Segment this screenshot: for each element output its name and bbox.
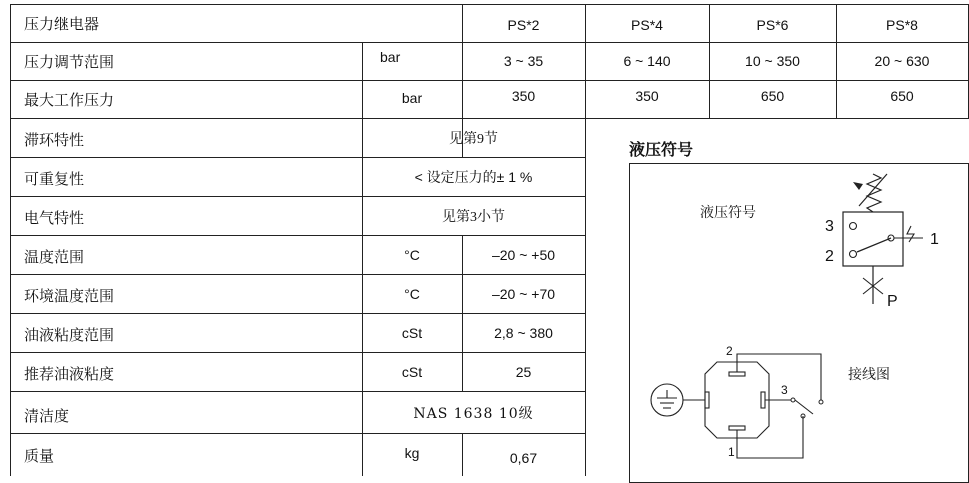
value-cell: < 设定压力的± 1 %: [414, 168, 533, 185]
value-cell: 650: [760, 88, 785, 104]
row-label: 环境温度范围: [24, 289, 115, 305]
value-cell: 2,8 ~ 380: [494, 324, 553, 341]
row-label: 推荐油液粘度: [24, 367, 115, 383]
model-header: PS*2: [507, 17, 540, 33]
value-cell: 0,67: [509, 450, 538, 466]
symbol-heading: 液压符号: [629, 140, 694, 159]
model-header: PS*4: [631, 17, 663, 33]
unit-cell: kg: [404, 445, 420, 461]
wiring-label-3: 3: [781, 383, 788, 397]
unit-cell: cSt: [401, 363, 423, 380]
value-cell: –20 ~ +70: [491, 285, 556, 302]
hydraulic-caption: 液压符号: [700, 206, 756, 221]
value-cell: 见第9节: [449, 131, 498, 147]
model-header: PS*6: [756, 17, 789, 33]
value-cell: 20 ~ 630: [874, 53, 930, 69]
row-label: 清洁度: [24, 408, 70, 425]
value-cell: –20 ~ +50: [491, 246, 556, 263]
row-label: 滞环特性: [24, 133, 85, 149]
unit-cell: bar: [380, 49, 401, 65]
wiring-caption: 接线图: [848, 368, 890, 383]
row-label: 最大工作压力: [24, 92, 115, 109]
row-label: 压力调节范围: [24, 54, 115, 71]
model-header: PS*8: [886, 17, 918, 33]
wiring-label-2: 2: [726, 344, 733, 358]
unit-cell: °C: [404, 285, 420, 302]
unit-cell: bar: [401, 90, 423, 106]
value-cell: 350: [511, 88, 536, 104]
row-label: 电气特性: [24, 211, 85, 227]
wiring-label-1: 1: [728, 445, 735, 459]
port-label-3: 3: [825, 218, 834, 235]
table-title: 压力继电器: [24, 16, 100, 33]
unit-cell: cSt: [401, 324, 423, 341]
port-label-p: P: [887, 293, 898, 310]
value-cell: NAS 1638 10级: [413, 406, 534, 422]
wiring-diagram-icon: [645, 340, 835, 476]
row-label: 温度范围: [24, 250, 85, 266]
value-cell: 6 ~ 140: [623, 53, 671, 69]
row-label: 油液粘度范围: [24, 328, 115, 344]
row-label: 可重复性: [24, 172, 85, 188]
port-label-2: 2: [825, 248, 834, 265]
value-cell: 350: [635, 88, 659, 104]
unit-cell: °C: [404, 246, 420, 263]
hydraulic-symbol-icon: [815, 170, 945, 315]
value-cell: 25: [515, 363, 532, 380]
row-label: 质量: [24, 448, 55, 465]
value-cell: 3 ~ 35: [503, 53, 544, 69]
value-cell: 10 ~ 350: [745, 53, 800, 69]
value-cell: 650: [890, 88, 914, 104]
port-label-1: 1: [930, 231, 939, 248]
value-cell: 见第3小节: [442, 209, 505, 225]
